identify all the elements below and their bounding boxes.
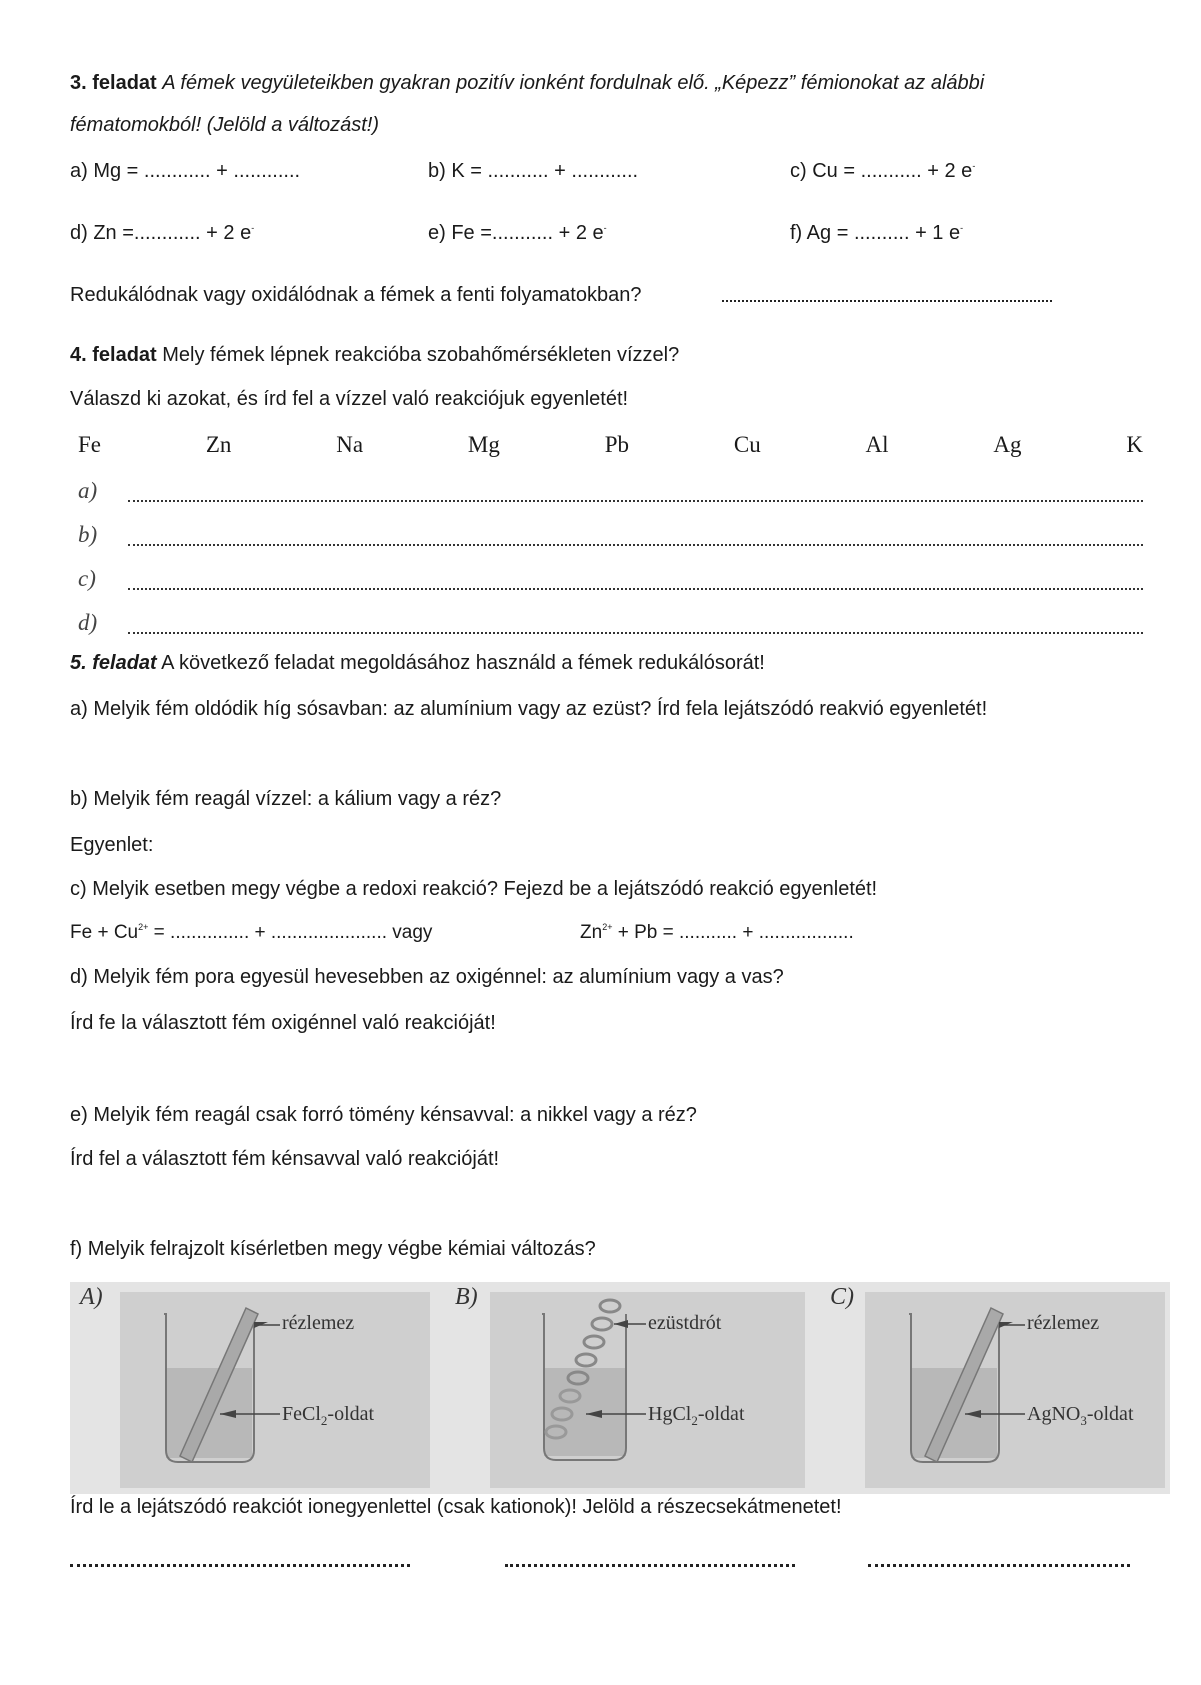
metal-zn: Zn	[205, 432, 232, 457]
metal-ag: Ag	[993, 432, 1022, 457]
eq-mid: + 1 e	[909, 222, 961, 244]
experiment-letter-b: B)	[455, 1284, 478, 1310]
task5-intro	[70, 652, 765, 675]
task4-intro	[70, 344, 679, 367]
metal-cu: Cu	[733, 432, 761, 457]
eq-blank[interactable]: ............	[133, 222, 201, 244]
task5-eq-fe-cu	[70, 922, 432, 944]
task3-eq-a	[70, 160, 300, 183]
answer-line[interactable]	[128, 632, 1143, 634]
eq-mid: +	[548, 160, 572, 182]
eq-mid: + 2 e	[921, 160, 973, 182]
task5-instruction-d: Írd fe la választott fém oxigénnel való reakcióját!	[70, 1012, 496, 1034]
eq-blank[interactable]: ...........	[491, 222, 554, 244]
metal-k: K	[1126, 432, 1143, 457]
eq-mid: +	[210, 160, 234, 182]
task4-answer-d	[78, 610, 1143, 640]
task5-question-a: a) Melyik fém oldódik híg sósavban: az alumínium vagy az ezüst? Írd fela lejátszódó reakvió egyenletét!	[70, 698, 988, 720]
task5-number: 5. feladat	[70, 652, 157, 674]
task4-number: 4. feladat	[70, 344, 157, 366]
task5-question-d: d) Melyik fém pora egyesül hevesebben az oxigénnel: az alumínium vagy a vas?	[70, 966, 784, 988]
task5-instruction-e: Írd fel a választott fém kénsavval való reakcióját!	[70, 1148, 500, 1170]
task3-question	[70, 284, 641, 307]
metal-fe: Fe	[78, 432, 101, 457]
task4-answer-a	[78, 478, 1143, 508]
eq-label: b) K =	[428, 160, 488, 182]
task3-answer-blank[interactable]	[722, 298, 1052, 302]
electron-charge: -	[251, 223, 255, 233]
metal-mg: Mg	[467, 432, 500, 457]
eq-label: d) Zn =	[70, 222, 134, 244]
task4-intro-text: Mely fémek lépnek reakcióba szobahőmérsékleten vízzel?	[162, 344, 680, 366]
task5-question-e: e) Melyik fém reagál csak forró tömény kénsavval: a nikkel vagy a réz?	[70, 1104, 697, 1126]
eq-label: a) Mg =	[70, 160, 144, 182]
question-text: Redukálódnak vagy oxidálódnak a fémek a fenti folyamatokban?	[70, 284, 642, 306]
answer-line[interactable]	[128, 588, 1143, 590]
answer-blank-c[interactable]	[868, 1562, 1130, 1567]
electron-charge: -	[972, 161, 976, 171]
eq-blank[interactable]: ............	[143, 160, 211, 182]
eq-blank[interactable]: ..........	[853, 222, 910, 244]
ion-charge: 2+	[138, 922, 149, 932]
ion-charge: 2+	[602, 922, 613, 932]
task5-question-b: b) Melyik fém reagál vízzel: a kálium vagy a réz?	[70, 788, 502, 810]
eq-blank[interactable]: ...........	[860, 160, 922, 182]
eq-blank[interactable]: ............	[233, 160, 301, 182]
label-solution-c: AgNO$_3$-oldat	[1027, 1403, 1134, 1428]
task5-intro-text: A következő feladat megoldásához használd a fémek redukálósorát!	[161, 652, 765, 674]
task3-eq-d	[70, 222, 254, 245]
eq-label: c) Cu =	[790, 160, 861, 182]
beaker-copper-strip-icon	[150, 1300, 300, 1470]
metal-pb: Pb	[604, 432, 630, 457]
label-silver-wire-b: ezüstdrót	[648, 1312, 722, 1334]
eq-label: e) Fe =	[428, 222, 492, 244]
task5-instruction-f: Írd le a lejátszódó reakciót ionegyenlettel (csak kationok)! Jelöld a részecsekátmenetet!	[70, 1496, 842, 1518]
eq-blanks[interactable]: = ............... + ...................... vagy	[148, 922, 433, 943]
task3-eq-b	[428, 160, 638, 183]
eq-mid: + 2 e	[200, 222, 252, 244]
task3-intro-line2: fématomokból! (Jelöld a változást!)	[70, 114, 380, 136]
label-copper-plate-a: rézlemez	[282, 1312, 355, 1334]
task3-eq-f	[790, 222, 963, 245]
experiment-letter-a: A)	[80, 1284, 103, 1310]
label-solution-a: FeCl$_2$-oldat	[282, 1403, 375, 1428]
task4-answer-c	[78, 566, 1143, 596]
eq-reactants: Zn	[580, 922, 603, 943]
task5-equation-label: Egyenlet:	[70, 834, 154, 856]
task5-question-c: c) Melyik esetben megy végbe a redoxi reakció? Fejezd be a lejátszódó reakció egyenletét!	[70, 878, 878, 900]
answer-label: a)	[78, 478, 98, 503]
answer-label: c)	[78, 566, 96, 591]
label-copper-plate-c: rézlemez	[1027, 1312, 1100, 1334]
task4-instruction: Válaszd ki azokat, és írd fel a vízzel való reakciójuk egyenletét!	[70, 388, 629, 410]
answer-line[interactable]	[128, 544, 1143, 546]
task3-intro-text: A fémek vegyületeikben gyakran pozitív ionként fordulnak elő. „Képezz” fémionokat az alábbi	[162, 72, 985, 94]
answer-blank-a[interactable]	[70, 1562, 410, 1567]
task5-eq-zn-pb	[580, 922, 854, 944]
eq-blanks[interactable]: + Pb = ........... + ..................	[612, 922, 854, 943]
answer-label: b)	[78, 522, 98, 547]
task3-number: 3. feladat	[70, 72, 157, 94]
task3-eq-e	[428, 222, 607, 245]
metal-al: Al	[865, 432, 889, 457]
metal-na: Na	[336, 432, 364, 457]
experiment-letter-c: C)	[830, 1284, 854, 1310]
answer-line[interactable]	[128, 500, 1143, 502]
task3-intro-line1	[70, 72, 984, 95]
eq-blank[interactable]: ............	[571, 160, 639, 182]
electron-charge: -	[960, 223, 964, 233]
label-solution-b: HgCl$_2$-oldat	[648, 1403, 745, 1428]
beaker-copper-strip-icon	[895, 1300, 1045, 1470]
answer-blank-b[interactable]	[505, 1562, 795, 1567]
task3-eq-c	[790, 160, 975, 183]
task5-question-f: f) Melyik felrajzolt kísérletben megy végbe kémiai változás?	[70, 1238, 596, 1260]
eq-blank[interactable]: ...........	[487, 160, 549, 182]
task4-answer-b	[78, 522, 1143, 552]
metal-list	[78, 432, 1143, 458]
eq-mid: + 2 e	[553, 222, 604, 244]
answer-label: d)	[78, 610, 98, 635]
eq-reactants: Fe + Cu	[70, 922, 139, 943]
electron-charge: -	[603, 223, 607, 233]
eq-label: f) Ag =	[790, 222, 854, 244]
